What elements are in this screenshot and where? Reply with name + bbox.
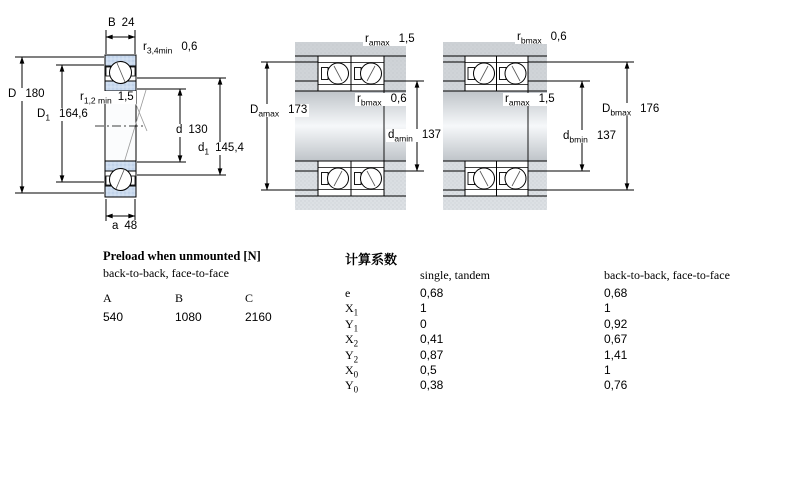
dim-label-a: a 48 [112, 220, 138, 232]
paired-bearing-diagram-b [443, 42, 634, 210]
factors-row-y0: $Y_0$ 0,38 0,76 [345, 378, 628, 395]
preload-value-b: 1080 [175, 310, 202, 324]
preload-col-b: B [175, 291, 184, 305]
dim-label-r12: $r_{1,2 min}$ 1,5 [80, 91, 134, 106]
dim-label-D1: $D_1$ 164,6 [37, 108, 88, 123]
paired-bearing-diagram-a [261, 42, 424, 210]
bearing-top-section [105, 55, 136, 91]
preload-table-value-row [103, 310, 333, 324]
dim-label-dbmin: $d_{bmin}$ 137 [563, 130, 617, 145]
dim-label-d1: $d_1$ 145,4 [198, 142, 244, 157]
dim-label-Dbmax: $D_{bmax}$ 176 [602, 103, 660, 118]
bearing-bottom-section [105, 161, 136, 197]
dim-label-rbmax-top: $r_{bmax}$ 0,6 [517, 31, 567, 46]
preload-value-a: 540 [103, 310, 124, 324]
dim-label-ramax-top: $r_{amax}$ 1,5 [365, 33, 415, 48]
factors-row-y2: $Y_2$ 0,87 1,41 [345, 347, 628, 364]
dim-label-B: B 24 [108, 17, 135, 29]
preload-table [103, 291, 333, 324]
dim-label-damin: $d_{amin}$ 137 [388, 129, 442, 144]
preload-col-c: C [245, 291, 254, 305]
preload-value-c: 2160 [245, 310, 272, 324]
factors-col1-header: single, tandem [420, 268, 490, 282]
factors-col2-header: back-to-back, face-to-face [604, 268, 730, 282]
factors-table-title: 计算系数 [345, 252, 398, 267]
factors-row-x2: $X_2$ 0,41 0,67 [345, 332, 628, 349]
preload-table-subtitle: back-to-back, face-to-face [103, 266, 229, 280]
dim-label-rbmax: $r_{bmax}$ 0,6 [357, 93, 407, 108]
dim-label-d: d 130 [176, 124, 208, 136]
preload-col-a: A [103, 291, 112, 305]
preload-table-header-row [103, 291, 333, 306]
preload-table-title: Preload when unmounted [N] [103, 249, 261, 263]
dim-label-D: D 180 [8, 88, 45, 100]
factors-row-e: e 0,68 0,68 [345, 286, 628, 300]
dim-label-r34: $r_{3,4min}$ 0,6 [143, 41, 198, 56]
factors-row-x1: $X_1$ 1 1 [345, 301, 611, 318]
factors-table [345, 286, 785, 394]
factors-row-y1: $Y_1$ 0 0,92 [345, 316, 628, 334]
dim-label-ramax: $r_{amax}$ 1,5 [505, 93, 555, 108]
dim-label-Damax: $D_{amax}$ 173 [250, 104, 308, 119]
factors-row-x0: $X_0$ 0,5 1 [345, 362, 611, 380]
